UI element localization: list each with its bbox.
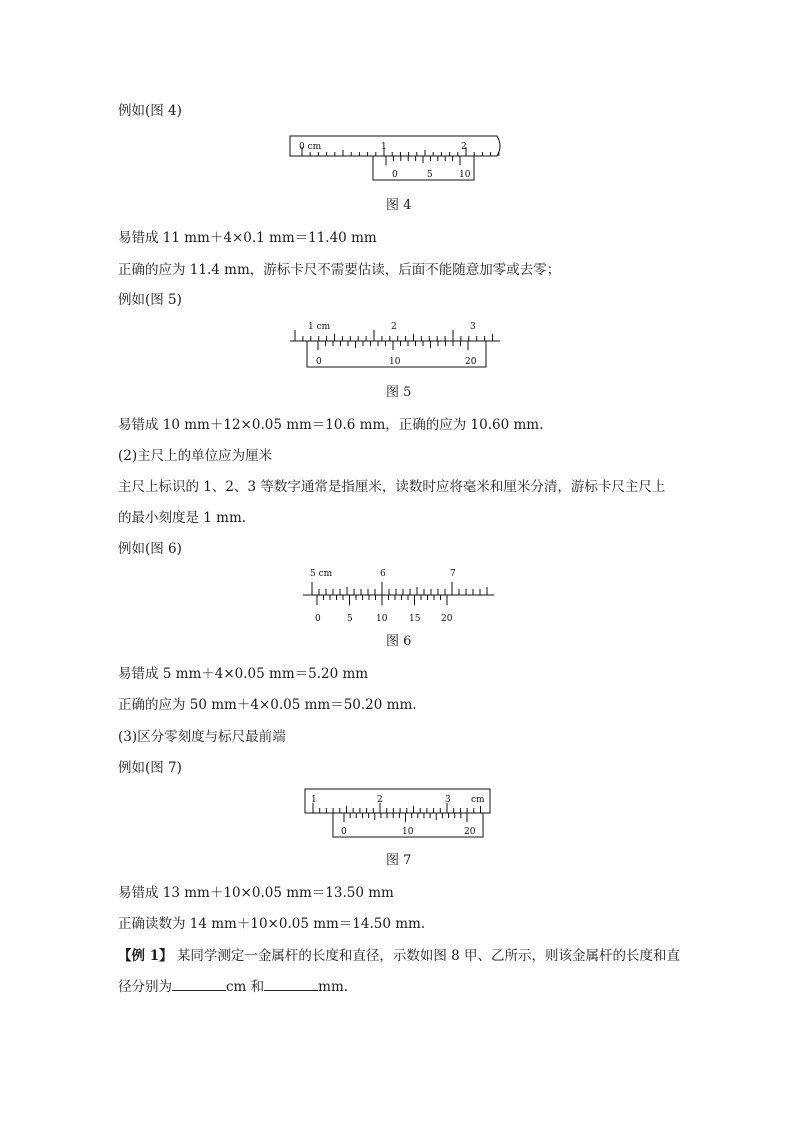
figure-4-vernier-caliper bbox=[285, 130, 515, 185]
example-text: mm. bbox=[318, 979, 349, 995]
main-label: 2 bbox=[461, 142, 467, 152]
figure-caption: 图 5 bbox=[386, 385, 412, 400]
example-text: 某同学测定一金属杆的长度和直径，示数如图 8 甲、乙所示，则该金属杆的长度和直 bbox=[172, 948, 681, 964]
vernier-label: 10 bbox=[402, 827, 414, 837]
vernier-label: 10 bbox=[459, 170, 471, 180]
vernier-label: 10 bbox=[389, 357, 401, 367]
text-line: 主尺上标识的 1、2、3 等数字通常是指厘米，读数时应将毫米和厘米分清，游标卡尺主尺上 bbox=[118, 479, 666, 495]
vernier-label: 5 bbox=[427, 170, 433, 180]
figure-caption: 图 4 bbox=[386, 198, 412, 213]
example-tag: 【例 1】 bbox=[118, 948, 173, 964]
main-label: 7 bbox=[450, 569, 456, 579]
text-line: 易错成 13 mm＋10×0.05 mm＝13.50 mm bbox=[118, 885, 394, 901]
main-label: 1 bbox=[381, 142, 387, 152]
main-scale-ticks bbox=[313, 803, 481, 813]
main-scale-ticks bbox=[302, 147, 499, 156]
main-label: 5 cm bbox=[310, 569, 333, 579]
main-label: 6 bbox=[380, 569, 386, 579]
answer-blank-length[interactable] bbox=[172, 977, 226, 991]
text-line: 易错成 11 mm＋4×0.1 mm＝11.40 mm bbox=[118, 230, 377, 246]
text-line: 易错成 10 mm＋12×0.05 mm＝10.6 mm，正确的应为 10.60 mm. bbox=[118, 417, 544, 433]
vernier-scale-ticks bbox=[386, 156, 460, 165]
vernier-label: 15 bbox=[409, 614, 421, 624]
main-label: 2 bbox=[391, 322, 397, 332]
vernier-label: 10 bbox=[376, 614, 388, 624]
figure-caption: 图 6 bbox=[386, 634, 412, 649]
example-question-cont bbox=[118, 977, 348, 996]
text-line: 正确的应为 11.4 mm，游标卡尺不需要估读，后面不能随意加零或去零； bbox=[118, 262, 561, 278]
figure-7-vernier-caliper bbox=[300, 785, 495, 840]
main-label: 3 bbox=[445, 795, 451, 805]
text-line: 的最小刻度是 1 mm. bbox=[118, 510, 247, 526]
main-scale-ticks bbox=[312, 582, 487, 595]
main-label: 2 bbox=[377, 795, 383, 805]
vernier-label: 20 bbox=[465, 357, 477, 367]
vernier-label: 0 bbox=[392, 170, 398, 180]
main-label: 0 cm bbox=[299, 142, 322, 152]
vernier-scale-ticks bbox=[344, 813, 467, 822]
figure-caption: 图 7 bbox=[386, 853, 412, 868]
vernier-scale-ticks bbox=[318, 341, 468, 350]
text-line: 正确读数为 14 mm＋10×0.05 mm＝14.50 mm. bbox=[118, 916, 426, 932]
main-label: 1 bbox=[311, 795, 317, 805]
vernier-scale-ticks bbox=[317, 595, 447, 605]
figure-5-vernier-caliper bbox=[285, 316, 505, 371]
example-text: 径分别为 bbox=[118, 979, 172, 995]
example-question bbox=[118, 947, 680, 965]
text-line: 易错成 5 mm＋4×0.05 mm＝5.20 mm bbox=[118, 666, 369, 682]
vernier-label: 0 bbox=[341, 827, 347, 837]
figure-6-vernier-caliper bbox=[298, 565, 498, 625]
vernier-label: 20 bbox=[464, 827, 476, 837]
example-text: cm 和 bbox=[226, 979, 265, 995]
vernier-label: 0 bbox=[315, 614, 321, 624]
main-label: 1 cm bbox=[308, 322, 331, 332]
main-label: cm bbox=[471, 795, 485, 805]
text-line: 例如(图 7) bbox=[118, 760, 182, 776]
text-line: (3)区分零刻度与标尺最前端 bbox=[118, 729, 286, 745]
main-label: 3 bbox=[470, 322, 476, 332]
text-line: (2)主尺上的单位应为厘米 bbox=[118, 448, 273, 464]
text-line: 例如(图 6) bbox=[118, 541, 182, 557]
vernier-label: 0 bbox=[316, 357, 322, 367]
text-line: 例如(图 4) bbox=[118, 103, 182, 119]
text-line: 正确的应为 50 mm＋4×0.05 mm＝50.20 mm. bbox=[118, 697, 417, 713]
text-line: 例如(图 5) bbox=[118, 292, 182, 308]
answer-blank-diameter[interactable] bbox=[264, 977, 318, 991]
vernier-label: 20 bbox=[441, 614, 453, 624]
vernier-label: 5 bbox=[347, 614, 353, 624]
